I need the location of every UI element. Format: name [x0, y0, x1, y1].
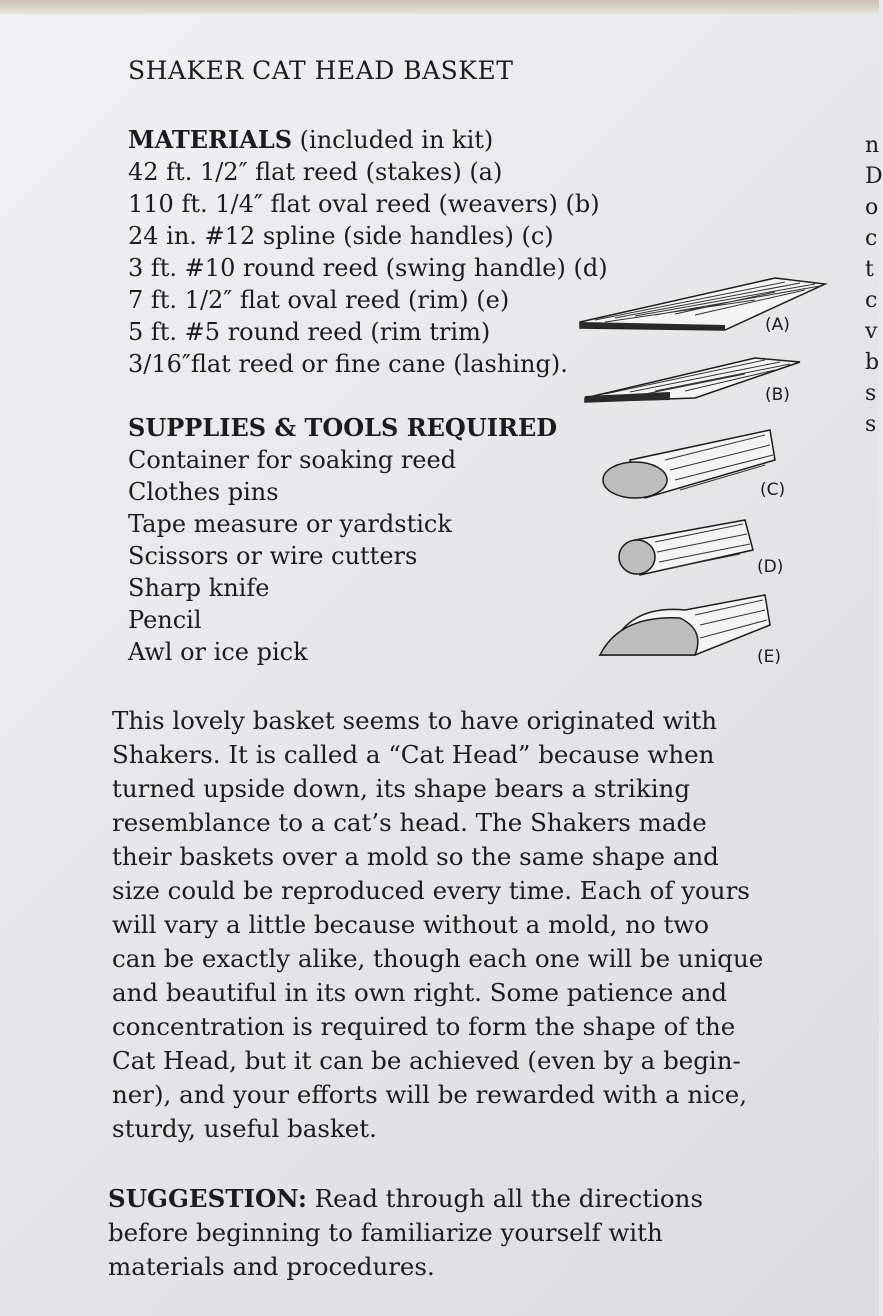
materials-heading: MATERIALS [128, 125, 293, 154]
description-line: sturdy, useful basket. [112, 1114, 377, 1143]
margin-letter: o [865, 195, 879, 220]
supplies-item: Container for soaking reed [128, 446, 457, 474]
paper-top-edge [0, 0, 879, 14]
suggestion-first-line-text: Read through all the directions [306, 1184, 704, 1213]
description-line: Cat Head, but it can be achieved (even by a begin- [112, 1046, 741, 1075]
margin-letter: t [865, 257, 874, 282]
margin-letter: n [865, 133, 880, 158]
description-line: their baskets over a mold so the same shape and [112, 842, 719, 871]
margin-letter: s [865, 381, 877, 406]
reed-b-drawing [585, 358, 800, 405]
description-line: concentration is required to form the shape of the [112, 1012, 736, 1041]
materials-item: 24 in. #12 spline (side handles) (c) [128, 222, 554, 250]
materials-heading-line [128, 124, 688, 156]
description-line: and beautiful in its own right. Some patience and [112, 978, 728, 1007]
margin-letter: c [865, 226, 878, 251]
reed-e-drawing [600, 595, 781, 667]
reed-e-label: (E) [757, 647, 782, 667]
margin-letter: s [865, 412, 877, 437]
supplies-item: Tape measure or yardstick [128, 510, 452, 538]
description-line: This lovely basket seems to have originated with [112, 706, 718, 735]
description-line: turned upside down, its shape bears a striking [112, 774, 691, 803]
reed-d-label: (D) [757, 557, 784, 577]
description-line: size could be reproduced every time. Each of yours [112, 876, 750, 905]
suggestion-line: before beginning to familiarize yourself with [108, 1218, 663, 1247]
description-line: ner), and your efforts will be rewarded with a nice, [112, 1080, 748, 1109]
document-title: SHAKER CAT HEAD BASKET [128, 56, 514, 85]
reed-d-drawing [619, 520, 783, 577]
reed-a-drawing [580, 278, 825, 335]
margin-letter: v [865, 319, 878, 344]
description-line: will vary a little because without a mold, no two [112, 910, 710, 939]
margin-letter: c [865, 288, 878, 313]
margin-letter: b [865, 350, 880, 375]
materials-item: 42 ft. 1/2″ flat reed (stakes) (a) [128, 158, 503, 186]
suggestion-label: SUGGESTION: [108, 1184, 307, 1213]
materials-item: 3/16″flat reed or fine cane (lashing). [128, 350, 568, 378]
supplies-heading: SUPPLIES & TOOLS REQUIRED [128, 413, 558, 442]
margin-letter: D [865, 164, 883, 189]
supplies-item: Clothes pins [128, 478, 279, 506]
materials-item: 5 ft. #5 round reed (rim trim) [128, 318, 491, 346]
suggestion-line: materials and procedures. [108, 1252, 435, 1281]
supplies-item: Awl or ice pick [128, 638, 308, 666]
description-line: Shakers. It is called a “Cat Head” because when [112, 740, 715, 769]
supplies-item: Sharp knife [128, 574, 270, 602]
materials-item: 7 ft. 1/2″ flat oval reed (rim) (e) [128, 286, 510, 314]
materials-item: 3 ft. #10 round reed (swing handle) (d) [128, 254, 608, 282]
description-line: resemblance to a cat’s head. The Shakers made [112, 808, 707, 837]
materials-heading-note: (included in kit) [292, 126, 494, 154]
materials-item: 110 ft. 1/4″ flat oval reed (weavers) (b) [128, 190, 600, 218]
reed-b-label: (B) [765, 385, 790, 405]
supplies-item: Scissors or wire cutters [128, 542, 418, 570]
adjacent-page-edge-text [865, 130, 883, 440]
suggestion-paragraph [108, 1182, 848, 1284]
reed-a-label: (A) [765, 315, 790, 335]
description-line: can be exactly alike, though each one will be unique [112, 944, 764, 973]
reed-c-label: (C) [760, 480, 786, 500]
reed-c-drawing [603, 430, 785, 500]
description-paragraph [112, 704, 852, 1146]
reed-illustrations [575, 270, 825, 670]
suggestion-first-line [108, 1182, 848, 1216]
supplies-item: Pencil [128, 606, 202, 634]
